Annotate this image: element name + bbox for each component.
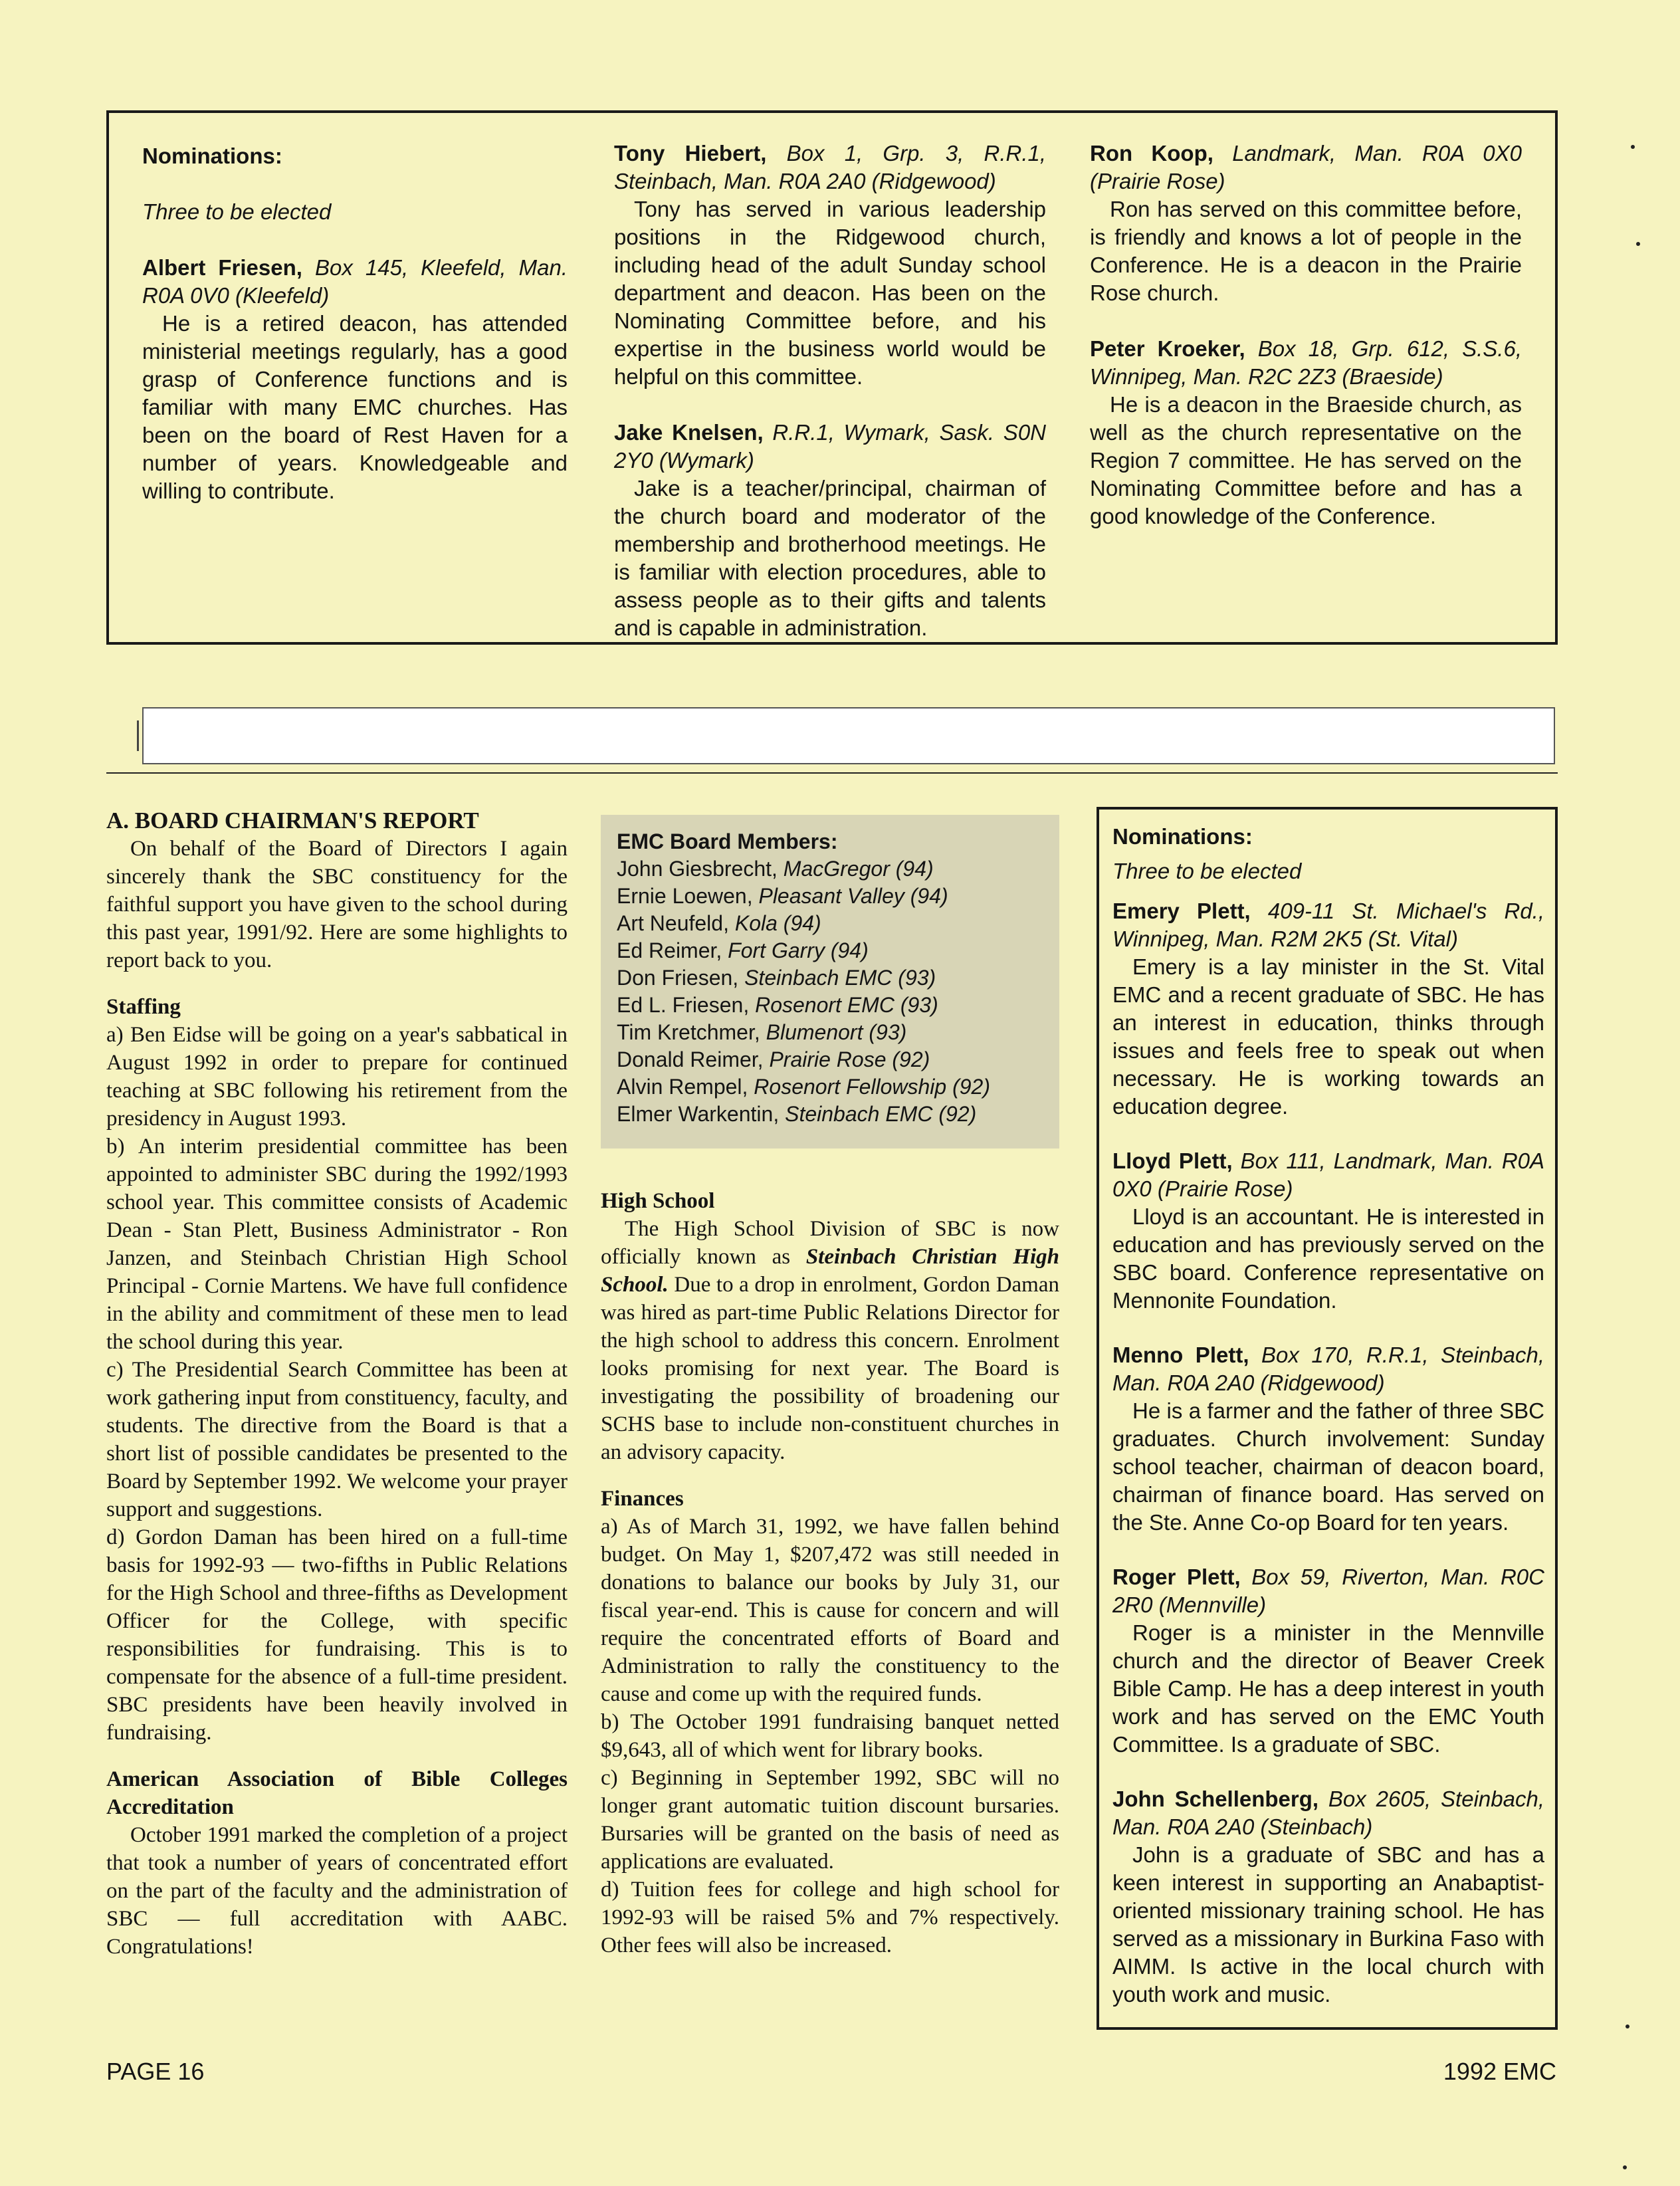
- staffing-item: b) An interim presidential committee has been appointed to administer SBC during the 1992/1993 school year. This committee consists of Academic Dean - Stan Plett, Business Administrator - Ron Janzen, and Steinbach Christian High School Principal - Cornie Martens. We have full confidence in the ability and commitment of these men to lead the school during this year.: [106, 1135, 568, 1354]
- nominee-entry: [1112, 1341, 1544, 1537]
- finances-item: d) Tuition fees for college and high school for 1992-93 will be raised 5% and 7% respectively. Other fees will also be increased.: [601, 1878, 1059, 1957]
- top-nominations-column-2: [614, 140, 1046, 642]
- nominee-address: R.R.1, Wymark, Sask. S0N 2Y0 (Wymark): [614, 420, 1047, 473]
- highschool-text: The High School Division of SBC is now officially known as Steinbach Christian High School. Due to a drop in enrolment, Gordon Daman was hired as part-time Public Relations Director for the high school to address this concern. Enrolment looks promising for next year. The Board is investigating the possibility of broadening our SCHS base to include non-constituent churches in an advisory capacity.: [601, 1217, 1060, 1464]
- report-column-2: [601, 1187, 1059, 1959]
- nominee-entry: [614, 419, 1046, 642]
- board-members-list: [617, 855, 1043, 1128]
- nominee-name: Peter Kroeker,: [1090, 336, 1245, 361]
- board-member: Ed Reimer, Fort Garry (94): [617, 938, 869, 962]
- report-heading: A. BOARD CHAIRMAN'S REPORT: [106, 808, 479, 833]
- finances-item: c) Beginning in September 1992, SBC will no longer grant automatic tuition discount bursaries. Bursaries will be granted on the basis of need as applications are evaluated.: [601, 1766, 1059, 1874]
- publication-label: 1992 EMC: [1443, 2058, 1556, 2085]
- aabc-heading: American Association of Bible Colleges Accreditation: [106, 1767, 568, 1819]
- nominations-heading: Nominations:: [1112, 824, 1253, 849]
- staffing-item: d) Gordon Daman has been hired on a full-time basis for 1992-93 — two-fifths in Public Relations for the High School and three-fifths as Development Officer for the College, with specific responsibilities for fundraising. This is to compensate for the absence of a full-time president. SBC presidents have been heavily involved in fundraising.: [106, 1525, 568, 1745]
- nominations-heading: Nominations:: [142, 144, 282, 168]
- highschool-heading: High School: [601, 1189, 715, 1213]
- board-member: Ernie Loewen, Pleasant Valley (94): [617, 884, 948, 908]
- nominee-description: Jake is a teacher/principal, chairman of the church board and moderator of the membership and brotherhood meetings. He is familiar with election procedures, able to assess people as to their gifts and talents and is capable in administration.: [614, 476, 1046, 640]
- aabc-text: October 1991 marked the completion of a project that took a number of years of concentrated effort on the part of the faculty and the administration of SBC — full accreditation with AABC. Congratulations!: [106, 1823, 568, 1959]
- sbc-nominations-box: [1097, 807, 1558, 2030]
- nominee-description: He is a deacon in the Braeside church, as well as the church representative on the Region 7 committee. He has served on the Nominating Committee before and has a good knowledge of the Conference.: [1090, 392, 1522, 528]
- nominee-name: John Schellenberg,: [1112, 1787, 1319, 1811]
- blank-banner: [142, 707, 1555, 764]
- nominee-entry: [1090, 140, 1522, 307]
- nominee-description: He is a retired deacon, has attended ministerial meetings regularly, has a good grasp of Conference functions and is familiar with many EMC churches. Has been on the board of Rest Haven for a number of years. Knowledgeable and willing to contribute.: [142, 311, 568, 503]
- section-divider: [106, 772, 1558, 774]
- board-member: Alvin Rempel, Rosenort Fellowship (92): [617, 1075, 990, 1099]
- sbc-nominations-content: [1112, 823, 1544, 2009]
- nominee-address: Box 2605, Steinbach, Man. R0A 2A0 (Steinbach): [1112, 1787, 1544, 1839]
- nominee-address: 409-11 St. Michael's Rd., Winnipeg, Man. R2M 2K5 (St. Vital): [1112, 899, 1545, 951]
- nominee-entry: [1112, 1147, 1544, 1315]
- nominee-address: Box 170, R.R.1, Steinbach, Man. R0A 2A0 (Ridgewood): [1112, 1343, 1545, 1395]
- top-nominations-column-3: [1090, 140, 1522, 530]
- nominee-address: Box 18, Grp. 612, S.S.6, Winnipeg, Man. R2C 2Z3 (Braeside): [1090, 336, 1522, 389]
- nominee-name: Ron Koop,: [1090, 141, 1213, 165]
- scan-speck: [1631, 145, 1635, 149]
- top-nominations-box: [106, 110, 1558, 645]
- nominee-entry: [1112, 1563, 1544, 1759]
- nominee-name: Jake Knelsen,: [614, 420, 764, 445]
- board-member: Art Neufeld, Kola (94): [617, 911, 821, 935]
- nominee-address: Landmark, Man. R0A 0X0 (Prairie Rose): [1090, 141, 1522, 193]
- nominee-address: Box 145, Kleefeld, Man. R0A 0V0 (Kleefeld): [142, 255, 568, 308]
- report-intro: On behalf of the Board of Directors I again sincerely thank the SBC constituency for the faithful support you have given to the school during this past year, 1991/92. Here are some highlights to report back to you.: [106, 837, 568, 972]
- nominations-subheading: Three to be elected: [142, 199, 332, 224]
- nominee-name: Albert Friesen,: [142, 255, 302, 280]
- nominations-subheading: Three to be elected: [1112, 859, 1302, 883]
- nominee-entry: [1112, 1785, 1544, 2009]
- staffing-item: a) Ben Eidse will be going on a year's sabbatical in August 1992 in order to prepare for continued teaching at SBC following his retirement from the presidency in August 1993.: [106, 1023, 568, 1131]
- nominee-address: Box 1, Grp. 3, R.R.1, Steinbach, Man. R0A 2A0 (Ridgewood): [614, 141, 1047, 193]
- nominee-address: Box 59, Riverton, Man. R0C 2R0 (Mennville): [1112, 1565, 1544, 1617]
- board-member: Tim Kretchmer, Blumenort (93): [617, 1020, 907, 1044]
- nominee-entry: [1090, 335, 1522, 530]
- board-member: Elmer Warkentin, Steinbach EMC (92): [617, 1102, 977, 1126]
- scan-speck: [1626, 2024, 1629, 2028]
- report-column-1: [106, 807, 568, 1961]
- finances-item: b) The October 1991 fundraising banquet netted $9,643, all of which went for library books.: [601, 1710, 1059, 1762]
- nominee-entry: [142, 254, 568, 505]
- finances-heading: Finances: [601, 1487, 684, 1511]
- nominee-name: Roger Plett,: [1112, 1565, 1241, 1589]
- nominee-address: Box 111, Landmark, Man. R0A 0X0 (Prairie Rose): [1112, 1148, 1545, 1201]
- nominee-description: Tony has served in various leadership positions in the Ridgewood church, including head of the adult Sunday school department and deacon. Has been on the Nominating Committee before, and his expertise in the business world would be helpful on this committee.: [614, 197, 1046, 389]
- nominee-description: Emery is a lay minister in the St. Vital EMC and a recent graduate of SBC. He has an interest in education, thinks through issues and feels free to speak out when necessary. He is working towards an education degree.: [1112, 954, 1544, 1119]
- staffing-heading: Staffing: [106, 995, 181, 1019]
- nominee-name: Emery Plett,: [1112, 899, 1251, 923]
- top-nominations-column-1: [142, 142, 568, 505]
- nominee-name: Tony Hiebert,: [614, 141, 767, 165]
- board-member: Ed L. Friesen, Rosenort EMC (93): [617, 993, 938, 1017]
- nominee-description: John is a graduate of SBC and has a keen interest in supporting an Anabaptist-oriented missionary training school. He has served as a missionary in Burkina Faso with AIMM. Is active in the local church with youth work and music.: [1112, 1842, 1544, 2007]
- nominee-description: Roger is a minister in the Mennville church and the director of Beaver Creek Bible Camp. He has a deep interest in youth work and has served on the EMC Youth Committee. Is a graduate of SBC.: [1112, 1620, 1544, 1757]
- nominee-name: Menno Plett,: [1112, 1343, 1249, 1367]
- school-name: Steinbach Christian High School.: [601, 1245, 1060, 1297]
- board-members-heading: EMC Board Members:: [617, 829, 838, 853]
- nominee-description: Lloyd is an accountant. He is interested in education and has previously served on the SBC board. Conference representative on Mennonite Foundation.: [1112, 1204, 1544, 1313]
- scan-speck: [1623, 2165, 1627, 2169]
- nominee-name: Lloyd Plett,: [1112, 1148, 1233, 1173]
- staffing-item: c) The Presidential Search Committee has been at work gathering input from constituency, faculty, and students. The directive from the Board is that a short list of possible candidates be presented to the Board by September 1992. We welcome your prayer support and suggestions.: [106, 1358, 568, 1521]
- board-member: Donald Reimer, Prairie Rose (92): [617, 1047, 930, 1071]
- board-members-box: [601, 815, 1059, 1148]
- nominee-description: Ron has served on this committee before, is friendly and knows a lot of people in the Conference. He is a deacon in the Prairie Rose church.: [1090, 197, 1522, 305]
- nominee-description: He is a farmer and the father of three SBC graduates. Church involvement: Sunday school teacher, chairman of deacon board, chairman of finance board. Has served on the Ste. Anne Co-op Board for ten years.: [1112, 1398, 1544, 1535]
- scan-speck: [1636, 242, 1640, 246]
- banner-edge-mark: [137, 720, 139, 751]
- page-number: PAGE 16: [106, 2058, 205, 2085]
- board-member: John Giesbrecht, MacGregor (94): [617, 857, 934, 881]
- finances-item: a) As of March 31, 1992, we have fallen behind budget. On May 1, $207,472 was still needed in donations to balance our books by July 31, our fiscal year-end. This is cause for concern and will require the concentrated efforts of Board and Administration to rally the constituency to the cause and come up with the required funds.: [601, 1515, 1059, 1706]
- board-member: Don Friesen, Steinbach EMC (93): [617, 966, 936, 990]
- nominee-entry: [614, 140, 1046, 391]
- nominee-entry: [1112, 897, 1544, 1121]
